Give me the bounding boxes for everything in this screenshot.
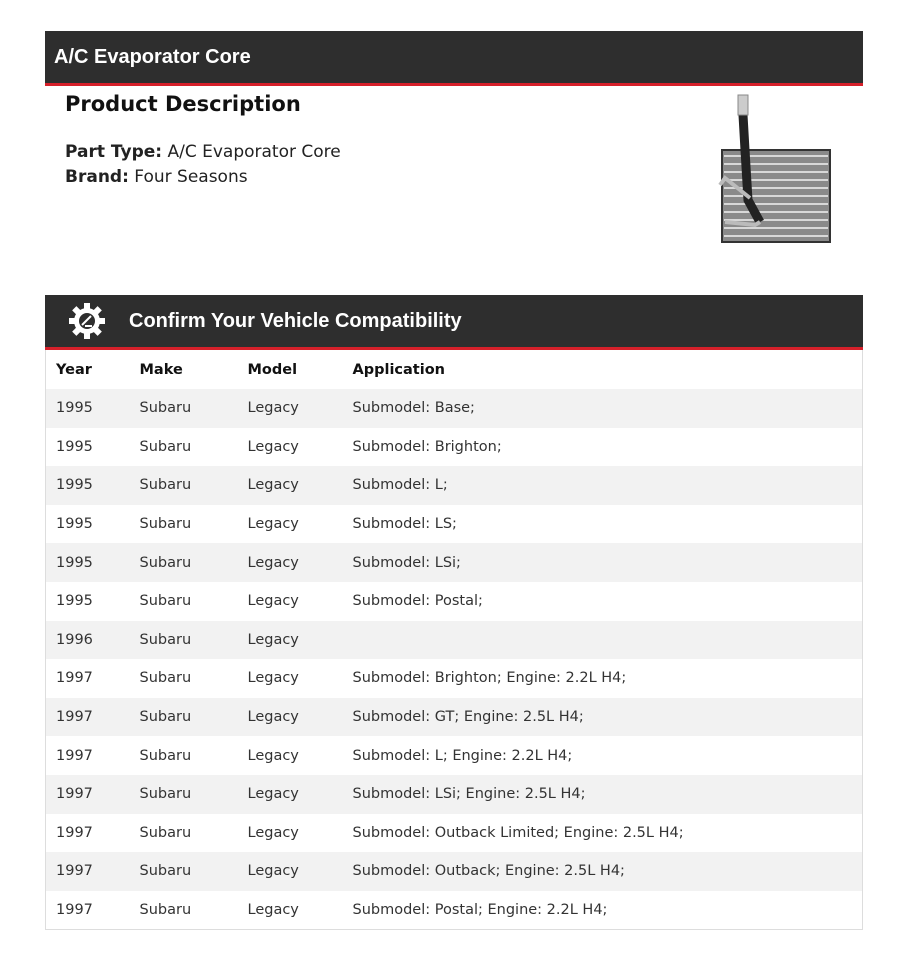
part-type-value: A/C Evaporator Core — [167, 142, 341, 162]
cell-application: Submodel: Brighton; Engine: 2.2L H4; — [352, 670, 627, 687]
description-heading: Product Description — [65, 92, 301, 116]
cell-application: Submodel: Brighton; — [352, 438, 502, 455]
cell-application: Submodel: Outback; Engine: 2.5L H4; — [352, 863, 625, 880]
table-row — [46, 736, 863, 775]
cell-model: Legacy — [247, 631, 299, 648]
product-image — [700, 90, 850, 250]
cell-model: Legacy — [247, 516, 299, 533]
cell-application: Submodel: Postal; Engine: 2.2L H4; — [352, 901, 608, 918]
product-header — [45, 31, 863, 86]
table-row — [46, 814, 863, 853]
cell-application: Submodel: Postal; — [352, 593, 483, 610]
table-row — [46, 428, 863, 467]
part-type-label: Part Type: — [65, 142, 163, 162]
cell-model: Legacy — [247, 438, 299, 455]
compatibility-title: Confirm Your Vehicle Compatibility — [129, 309, 462, 332]
cell-make: Subaru — [139, 670, 192, 687]
cell-year: 1997 — [56, 786, 93, 803]
cell-model: Legacy — [247, 901, 299, 918]
cell-year: 1995 — [56, 516, 93, 533]
cell-model: Legacy — [247, 863, 299, 880]
cell-make: Subaru — [139, 477, 192, 494]
cell-year: 1997 — [56, 901, 93, 918]
cell-year: 1995 — [56, 400, 93, 417]
cell-application: Submodel: GT; Engine: 2.5L H4; — [352, 709, 584, 726]
table-row — [46, 543, 863, 582]
cell-make: Subaru — [139, 400, 192, 417]
table-row — [46, 852, 863, 891]
part-type — [65, 140, 341, 165]
cell-application: Submodel: L; Engine: 2.2L H4; — [352, 747, 573, 764]
table-row — [46, 621, 863, 660]
cell-make: Subaru — [139, 863, 192, 880]
gear-icon — [45, 302, 129, 340]
table-row — [46, 698, 863, 737]
cell-model: Legacy — [247, 824, 299, 841]
cell-year: 1995 — [56, 593, 93, 610]
table-row — [46, 466, 863, 505]
cell-model: Legacy — [247, 477, 299, 494]
cell-year: 1997 — [56, 863, 93, 880]
cell-year: 1995 — [56, 438, 93, 455]
cell-model: Legacy — [247, 400, 299, 417]
cell-application: Submodel: LSi; — [352, 554, 461, 571]
cell-application: Submodel: Base; — [352, 400, 475, 417]
product-title: A/C Evaporator Core — [54, 45, 251, 68]
col-application: Application — [352, 361, 445, 378]
cell-year: 1997 — [56, 670, 93, 687]
cell-application: Submodel: Outback Limited; Engine: 2.5L H4; — [352, 824, 684, 841]
table-row — [46, 389, 863, 428]
cell-make: Subaru — [139, 554, 192, 571]
cell-make: Subaru — [139, 901, 192, 918]
cell-year: 1996 — [56, 631, 93, 648]
brand-value: Four Seasons — [134, 167, 248, 187]
cell-application: Submodel: LS; — [352, 516, 457, 533]
table-header-row — [46, 350, 863, 389]
cell-make: Subaru — [139, 824, 192, 841]
cell-model: Legacy — [247, 786, 299, 803]
cell-year: 1995 — [56, 554, 93, 571]
col-make: Make — [139, 361, 183, 378]
cell-application: Submodel: L; — [352, 477, 448, 494]
table-row — [46, 659, 863, 698]
cell-model: Legacy — [247, 670, 299, 687]
table-row — [46, 582, 863, 621]
cell-year: 1997 — [56, 709, 93, 726]
product-description — [65, 92, 341, 190]
col-model: Model — [247, 361, 298, 378]
table-row — [46, 891, 863, 930]
compatibility-header — [45, 295, 863, 350]
compatibility-table — [45, 350, 863, 930]
cell-year: 1995 — [56, 477, 93, 494]
cell-application — [353, 621, 863, 660]
cell-model: Legacy — [247, 554, 299, 571]
cell-make: Subaru — [139, 747, 192, 764]
cell-make: Subaru — [139, 631, 192, 648]
cell-make: Subaru — [139, 786, 192, 803]
cell-make: Subaru — [139, 593, 192, 610]
cell-application: Submodel: LSi; Engine: 2.5L H4; — [352, 786, 586, 803]
cell-year: 1997 — [56, 824, 93, 841]
cell-year: 1997 — [56, 747, 93, 764]
col-year: Year — [56, 361, 92, 378]
cell-make: Subaru — [139, 438, 192, 455]
brand-label: Brand: — [65, 167, 129, 187]
table-row — [46, 775, 863, 814]
cell-model: Legacy — [247, 593, 299, 610]
cell-model: Legacy — [247, 709, 299, 726]
table-row — [46, 505, 863, 544]
brand — [65, 165, 341, 190]
cell-make: Subaru — [139, 709, 192, 726]
cell-model: Legacy — [247, 747, 299, 764]
cell-make: Subaru — [139, 516, 192, 533]
